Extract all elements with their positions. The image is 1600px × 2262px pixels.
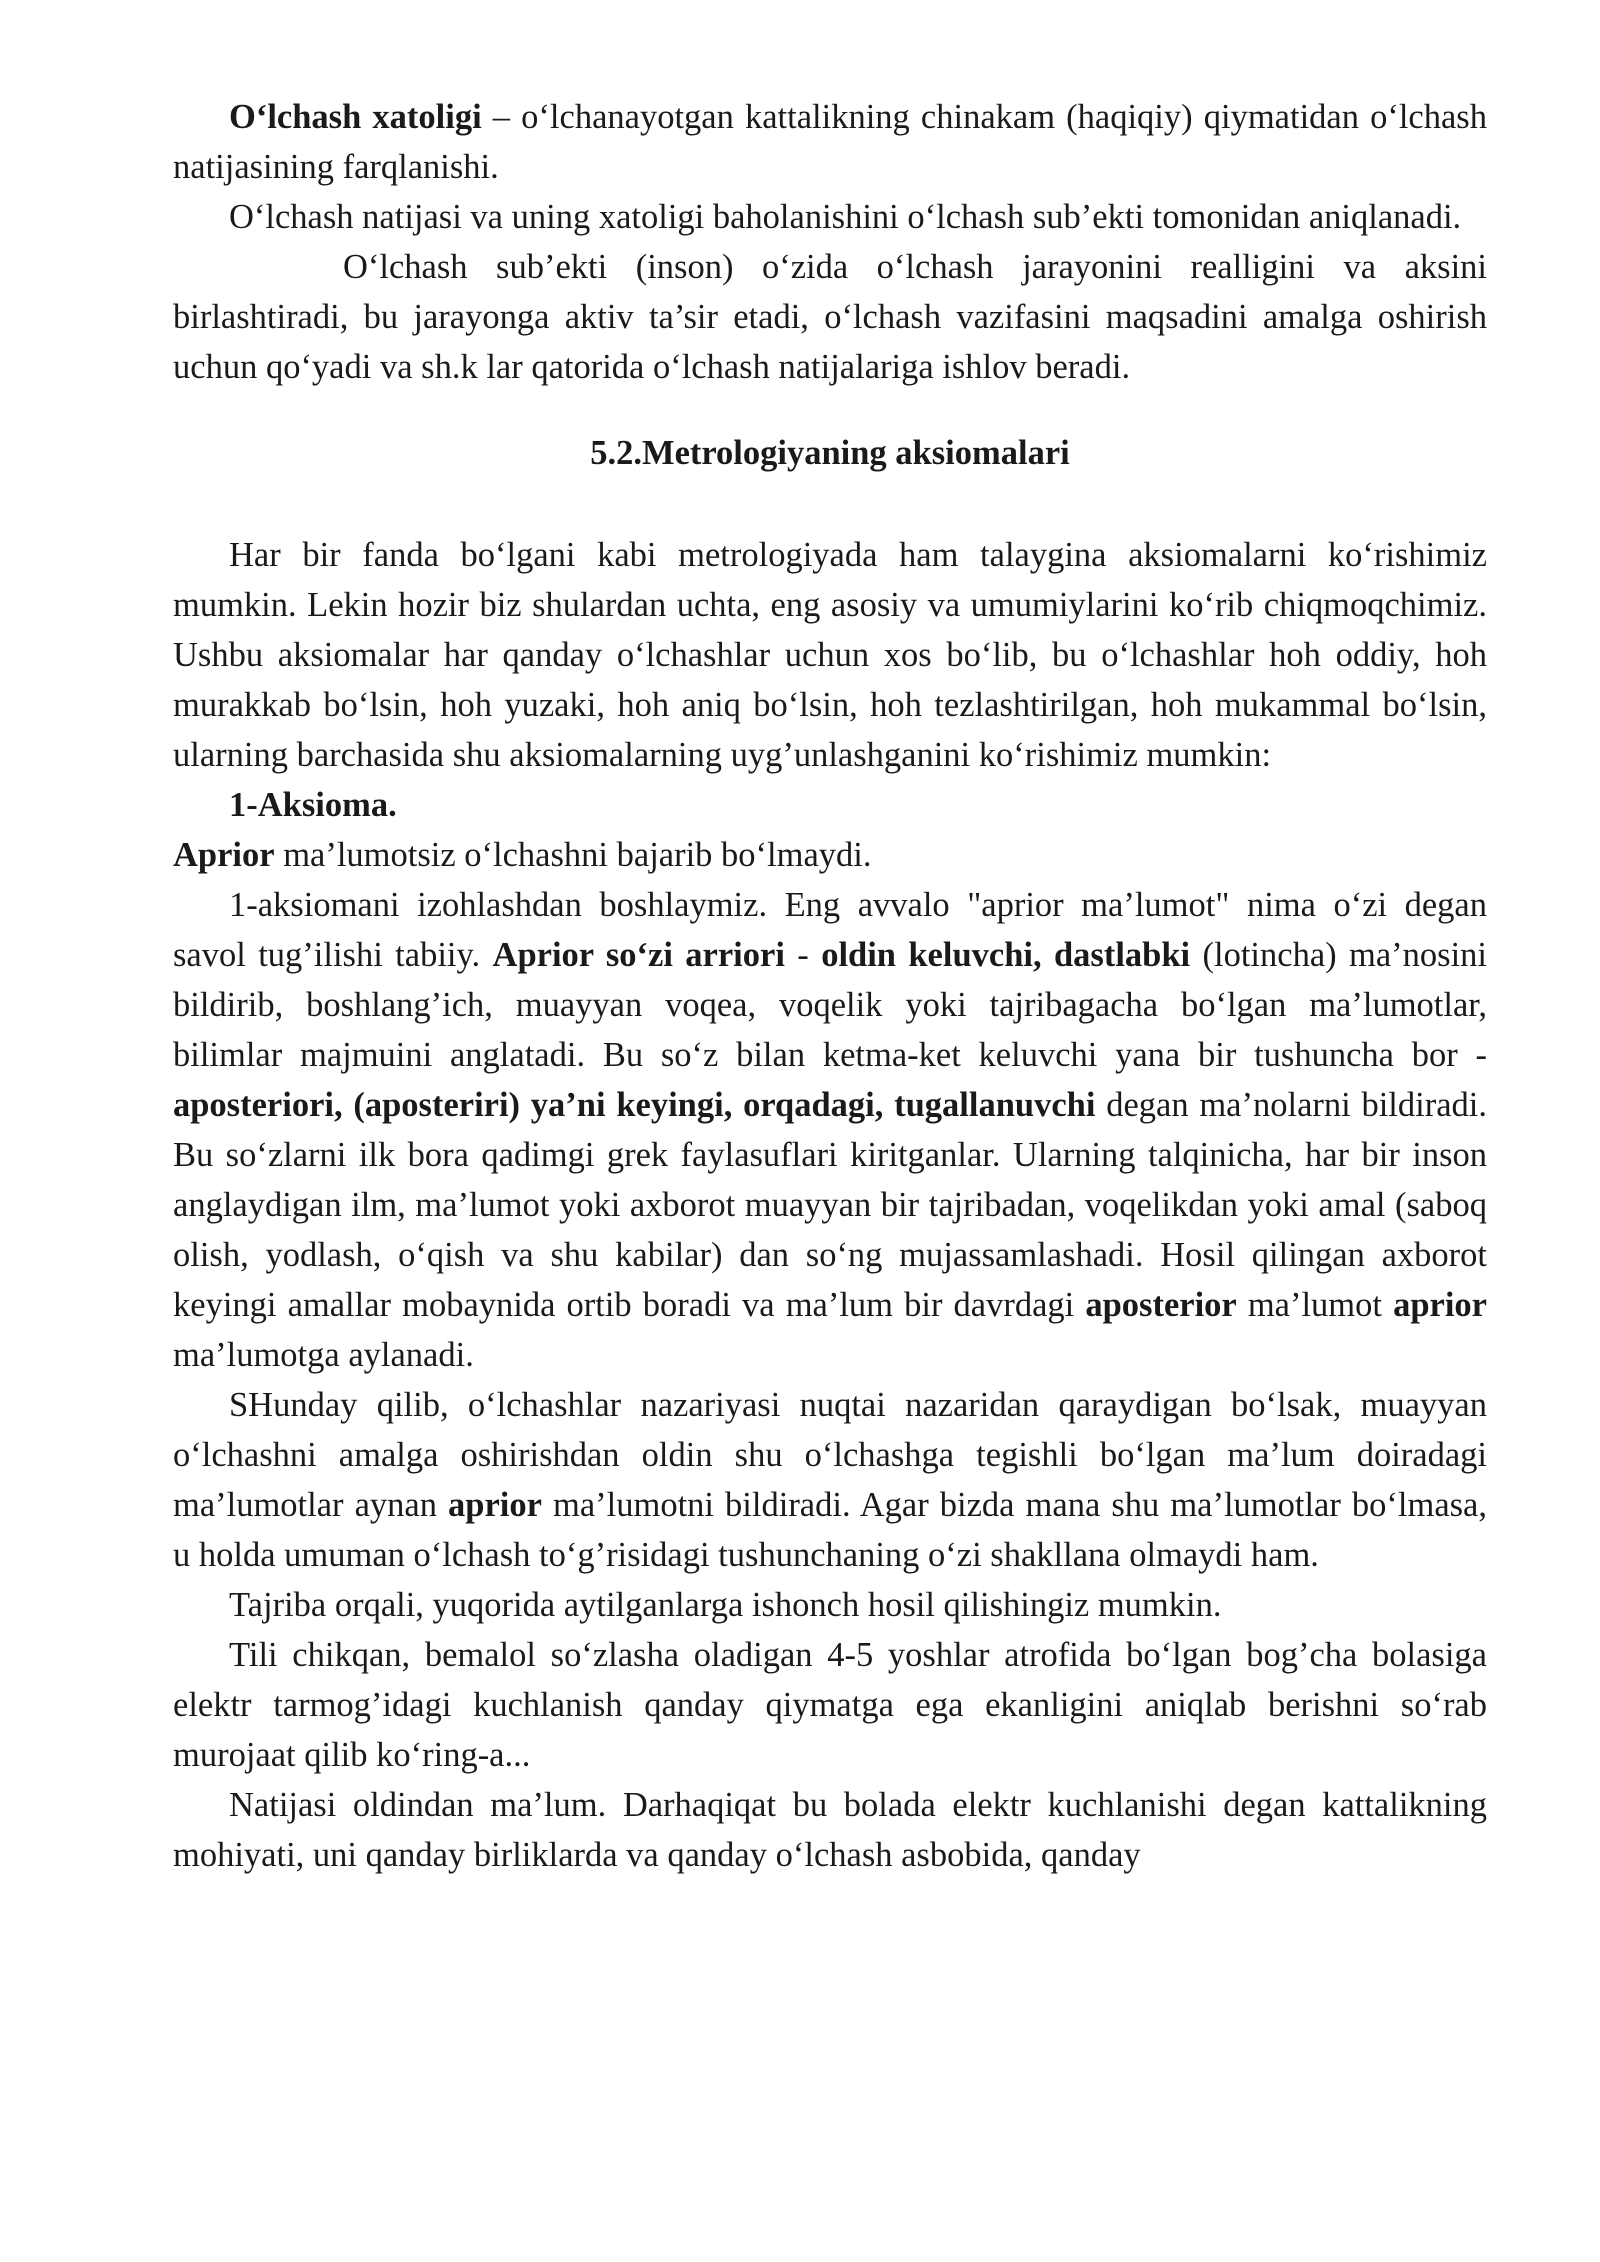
p5-b: Aprior so‘zi arriori <box>492 936 785 974</box>
p5-d: oldin keluvchi, dastlabki <box>821 936 1191 974</box>
definition-paragraph <box>173 92 1487 192</box>
section-heading: 5.2.Metrologiyaning aksiomalari <box>590 434 1070 472</box>
p6-a: SHunday qilib, o‘lchashlar nazariyasi nuqtai nazaridan qaraydigan bo‘lsak, muayyan o‘lchashni amalga oshirishdan oldin shu o‘lchashga tegishli bo‘lgan ma’lum doiradagi ma’lumotlar aynan <box>173 1386 1487 1524</box>
paragraph-3: O‘lchash sub’ekti (inson) o‘zida o‘lchash jarayonini realligini va aksini birlashtiradi, bu jarayonga aktiv ta’sir etadi, o‘lchash vazifasini maqsadini amalga oshirish uchun qo‘yadi va sh.k lar qatorida o‘lchash natijalariga ishlov beradi. <box>173 248 1487 386</box>
p6-b: aprior <box>448 1486 542 1524</box>
p6-c: ma’lumotni bildiradi. Agar bizda mana shu ma’lumotlar bo‘lmasa, u holda umuman o‘lchash to‘g’risidagi tushunchaning o‘zi shakllana olmaydi ham. <box>173 1486 1487 1574</box>
paragraph-2: O‘lchash natijasi va uning xatoligi baholanishini o‘lchash sub’ekti tomonidan aniqlanadi. <box>229 198 1462 236</box>
p5-g: degan ma’nolarni bildiradi. Bu so‘zlarni ilk bora qadimgi grek faylasuflari kiritganlar. Ularning talqinicha, har bir inson anglaydigan ilm, ma’lumot yoki axborot muayyan bir tajribadan, voqelikdan yoki amal (saboq olish, yodlash, o‘qish va shu kabilar) dan so‘ng mujassamlashadi. Hosil qilingan axborot keyingi amallar mobaynida ortib boradi va ma’lum bir davrdagi <box>173 1086 1487 1324</box>
axiom-label: 1-Aksioma. <box>229 786 397 824</box>
p5-h: aposterior <box>1085 1286 1237 1324</box>
p5-c: - <box>784 936 822 974</box>
axiom-statement <box>173 830 1487 880</box>
p5-i: ma’lumot <box>1236 1286 1394 1324</box>
p5-a: 1-aksiomani izohlashdan boshlaymiz. Eng avvalo "aprior ma’lumot" nima o‘zi degan savol tug’ilishi tabiiy. <box>173 886 1487 974</box>
paragraph-6 <box>173 1380 1487 1580</box>
paragraph-7: Tajriba orqali, yuqorida aytilganlarga ishonch hosil qilishingiz mumkin. <box>229 1586 1222 1624</box>
paragraph-8: Tili chikqan, bemalol so‘zlasha oladigan 4-5 yoshlar atrofida bo‘lgan bog’cha bolasiga elektr tarmog’idagi kuchlanish qanday qiymatga ega ekanligini aniqlab berishni so‘rab murojaat qilib ko‘ring-a... <box>173 1636 1487 1774</box>
axiom-text: ma’lumotsiz o‘lchashni bajarib bo‘lmaydi. <box>274 836 872 874</box>
p5-k: ma’lumotga aylanadi. <box>173 1336 474 1374</box>
p5-f: aposteriori, (aposteriri) ya’ni keyingi, orqadagi, tugallanuvchi <box>173 1086 1096 1124</box>
paragraph-9: Natijasi oldindan ma’lum. Darhaqiqat bu bolada elektr kuchlanishi degan kattalikning mohiyati, uni qanday birliklarda va qanday o‘lchash asbobida, qanday <box>173 1786 1487 1874</box>
axiom-term: Aprior <box>173 836 275 874</box>
p5-e: (lotincha) ma’nosini bildirib, boshlang’ich, muayyan voqea, voqelik yoki tajribagacha bo‘lgan ma’lumotlar, bilimlar majmuini anglatadi. Bu so‘z bilan ketma-ket keluvchi yana bir tushuncha bor - <box>173 936 1487 1074</box>
p5-j: aprior <box>1393 1286 1487 1324</box>
paragraph-4: Har bir fanda bo‘lgani kabi metrologiyada ham talaygina aksiomalarni ko‘rishimiz mumkin. Lekin hozir biz shulardan uchta, eng asosiy va umumiylarini ko‘rib chiqmoqchimiz. Ushbu aksiomalar har qanday o‘lchashlar uchun xos bo‘lib, bu o‘lchashlar hoh oddiy, hoh murakkab bo‘lsin, hoh yuzaki, hoh aniq bo‘lsin, hoh tezlashtirilgan, hoh mukammal bo‘lsin, ularning barchasida shu aksiomalarning uyg’unlashganini ko‘rishimiz mumkin: <box>173 536 1487 774</box>
paragraph-5 <box>173 880 1487 1380</box>
definition-text: – o‘lchanayotgan kattalikning chinakam (haqiqiy) qiymatidan o‘lchash natijasining farqlanishi. <box>173 98 1487 186</box>
definition-term: O‘lchash xatoligi <box>229 98 482 136</box>
